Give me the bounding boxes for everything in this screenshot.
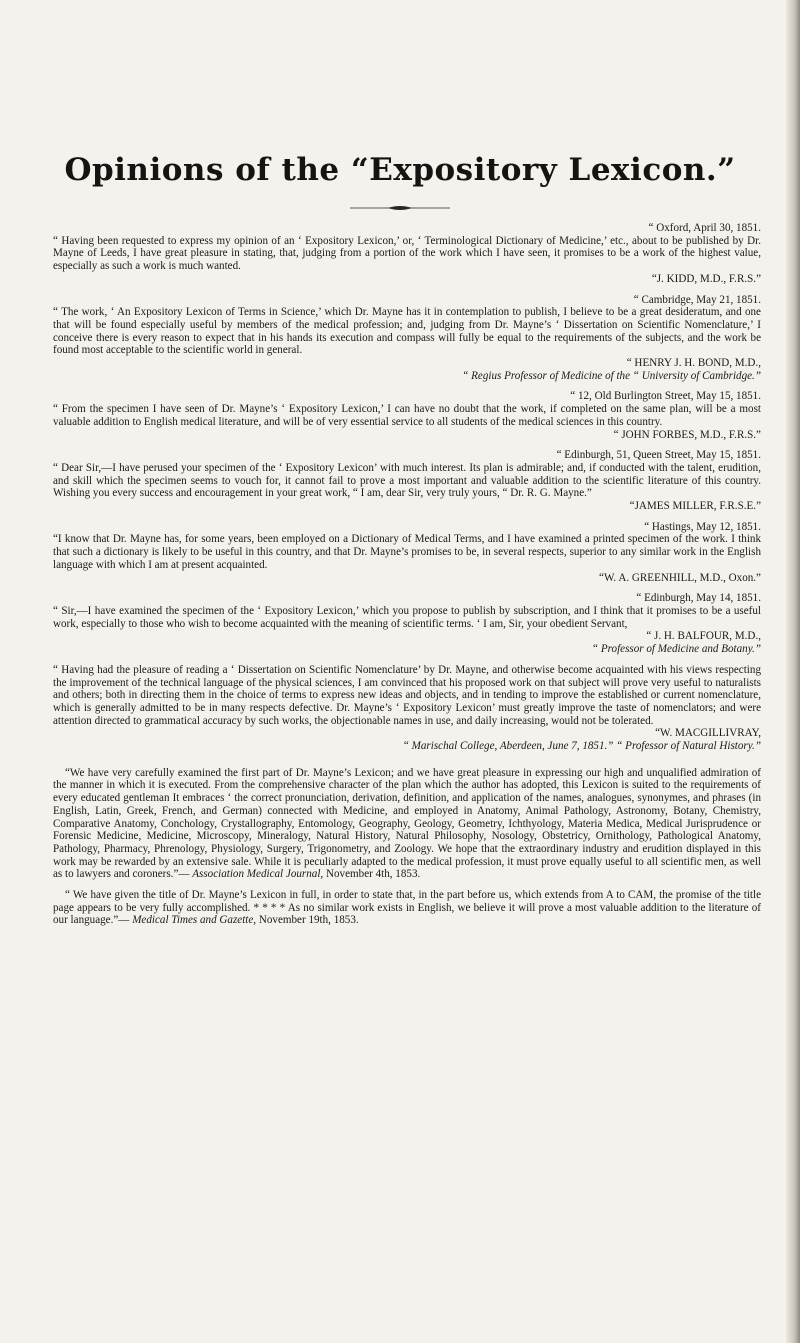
- testimonial-body: “ From the specimen I have seen of Dr. Mayne’s ‘ Expository Lexicon,’ I can have no doubt that the work, if completed on the same plan, will be a most valuable addition to English medical literature, and will be of very essential service to all students of the medical sciences in this country.: [53, 403, 761, 428]
- review-source: Association Medical Journal,: [192, 868, 324, 881]
- testimonial-body: “ Having been requested to express my opinion of an ‘ Expository Lexicon,’ or, ‘ Terminological Dictionary of Medicine,’ etc., about to be published by Dr. Mayne of Leeds, I have great pleasure in stating, that, judging from a portion of the work which I have seen, it promises to be a work of the highest value, especially as such a work is much wanted.: [53, 234, 761, 273]
- testimonial-body: “ Sir,—I have examined the specimen of the ‘ Expository Lexicon,’ which you propose to publish by subscription, and I think that it promises to be a useful work, especially to those who wish to become acquainted with the meaning of scientific terms. ‘ I am, Sir, your obedient Servant,: [53, 604, 761, 630]
- testimonial-miller: [53, 449, 761, 513]
- testimonial-bond: [53, 294, 761, 383]
- testimonial-balfour: [53, 592, 761, 656]
- page-edge: [786, 0, 800, 1343]
- review-medical-times: [53, 889, 761, 927]
- signatory-title: “ Marischal College, Aberdeen, June 7, 1851.” “ Professor of Natural History.”: [402, 740, 761, 753]
- review-date: November 4th, 1853.: [325, 868, 421, 881]
- review-date: November 19th, 1853.: [258, 914, 359, 927]
- review-source: Medical Times and Gazette,: [132, 914, 257, 927]
- testimonial-forbes: [53, 390, 761, 441]
- testimonial-greenhill: [53, 521, 761, 585]
- testimonial-body: “I know that Dr. Mayne has, for some years, been employed on a Dictionary of Medical Terms, and I have examined a printed specimen of the work. I think that such a dictionary is likely to be useful in this country, and that Dr. Mayne’s promises to be, in several respects, superior to any similar work in the English language with which I am at present acquainted.: [53, 533, 761, 571]
- place-date: “ Cambridge, May 21, 1851.: [633, 293, 761, 306]
- signature: “ JOHN FORBES, M.D., F.R.S.”: [613, 428, 761, 441]
- testimonial-body: “ The work, ‘ An Expository Lexicon of Terms in Science,’ which Dr. Mayne has it in contemplation to publish, I believe to be a great desideratum, and one that will be found especially useful by members of the medical profession; and, judging from Dr. Mayne’s ‘ Dissertation on Scientific Nomenclature,’ I conceive there is every reason to expect that in his hands its execution and compass will fully be equal to the requirements of the subjects, and the work be found most acceptable to the scientific world in general.: [53, 306, 761, 357]
- signature: “ HENRY J. H. BOND, M.D.,: [626, 357, 761, 370]
- review-association-medical-journal: [53, 767, 761, 881]
- signature: “JAMES MILLER, F.R.S.E.”: [629, 500, 761, 513]
- testimonial-macgillivray: [53, 664, 761, 753]
- place-date: “ Edinburgh, 51, Queen Street, May 15, 1851.: [556, 449, 761, 462]
- place-date: “ Edinburgh, May 14, 1851.: [636, 592, 761, 605]
- place-date: “ Oxford, April 30, 1851.: [648, 222, 761, 234]
- signatory-title: “ Regius Professor of Medicine of the “ University of Cambridge.”: [462, 369, 761, 382]
- page-content: [53, 222, 761, 935]
- testimonial-body: “ Dear Sir,—I have perused your specimen of the ‘ Expository Lexicon’ with much interest. Its plan is admirable; and, if conducted with the talent, erudition, and skill which the specimen seems to vouch for, it cannot fail to prove a most important and valuable addition to the scientific literature of this country. Wishing you every success and encouragement in your great work, “ I am, dear Sir, very truly yours, “ Dr. R. G. Mayne.”: [53, 461, 761, 500]
- signature: “W. A. GREENHILL, M.D., Oxon.”: [599, 571, 761, 584]
- review-text: “ We have given the title of Dr. Mayne’s Lexicon in full, in order to state that, in the part before us, which extends from A to CAM, the promise of the title page appears to be very fully accomplished. * * * * As no similar work exists in English, we believe it will prove a most valuable addition to the literature of our language.”—: [53, 889, 761, 927]
- testimonial-body: “ Having had the pleasure of reading a ‘ Dissertation on Scientific Nomenclature’ by Dr. Mayne, and otherwise become acquainted with his views respecting the improvement of the technical language of the physical sciences, I am convinced that his proposed work on that subject will prove very useful to naturalists and others; both in directing them in the choice of terms to express new ideas and objects, and in tending to improve the established or current nomenclature, which is generally admitted to be in many respects defective. Dr. Mayne’s ‘ Expository Lexicon’ must greatly improve the taste of nomenclators; and were attention directed to grammatical accuracy by such works, the objectionable names in use, and daily increasing, would not be tolerated.: [53, 663, 761, 727]
- place-date: “ Hastings, May 12, 1851.: [644, 520, 761, 533]
- signature: “W. MACGILLIVRAY,: [655, 727, 761, 740]
- place-date: “ 12, Old Burlington Street, May 15, 1851.: [570, 390, 761, 403]
- page-title: Opinions of the “Expository Lexicon.”: [64, 152, 736, 188]
- testimonial-kidd: [53, 222, 761, 286]
- signature: “ J. H. BALFOUR, M.D.,: [646, 630, 761, 643]
- review-text: “We have very carefully examined the first part of Dr. Mayne’s Lexicon; and we have great pleasure in expressing our high and unqualified admiration of the manner in which it is executed. From the comprehensive character of the plan which the author has adopted, this Lexicon is suited to the requirements of every educated gentleman It embraces ‘ the correct pronunciation, derivation, definition, and application of the names, analogues, synonymes, and phrases (in English, Latin, Greek, French, and German) connected with Medicine, and employed in Anatomy, Animal Pathology, Astronomy, Botany, Chemistry, Comparative Anatomy, Conchology, Crystallography, Entomology, Geography, Geology, Geometry, Ichthyology, Materia Medica, Medical Jurisprudence or Forensic Medicine, Medicine, Microscopy, Mineralogy, Natural History, Natural Philosophy, Nosology, Obstetricy, Ornithology, Pathological Anatomy, Pathology, Pharmacy, Phrenology, Physiology, Surgery, Trigonometry, and Zoology. We hope that the extraordinary industry and erudition displayed in this work may be rewarded by an extensive sale. While it is peculiarly adapted to the medical profession, it must prove equally useful to all scientific men, as well as to lawyers and coroners.”—: [53, 766, 761, 881]
- signature: “J. KIDD, M.D., F.R.S.”: [651, 272, 761, 285]
- signatory-title: “ Professor of Medicine and Botany.”: [591, 643, 761, 656]
- ornamental-rule: [350, 203, 450, 213]
